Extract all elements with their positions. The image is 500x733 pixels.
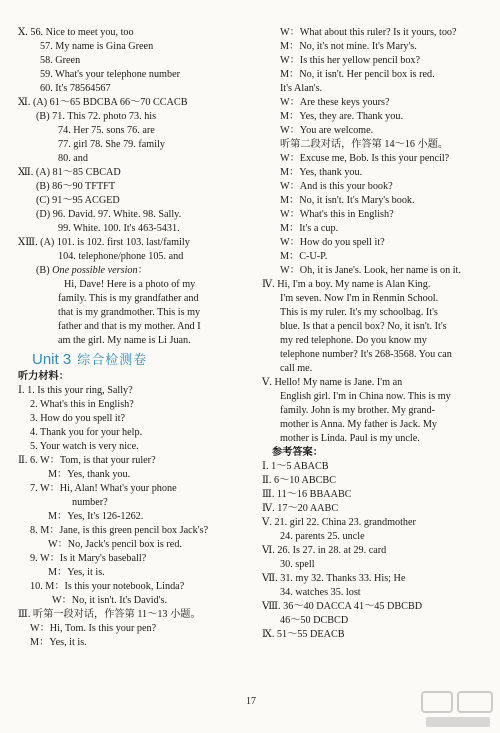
right-line [262, 152, 484, 166]
line-text: W：What about this ruler? Is it yours, too? [280, 27, 457, 38]
line-text: Ⅱ. 6～10 ABCBC [262, 475, 337, 486]
left-line [18, 608, 250, 622]
line-text: W：You are welcome. [280, 125, 374, 136]
line-text: W：What's this in English? [280, 209, 394, 220]
line-text: 9. W：Is it Mary's baseball? [30, 553, 147, 564]
left-line [18, 440, 250, 454]
line-text: M：No, it isn't. It's Mary's book. [280, 195, 415, 206]
right-line [262, 334, 484, 348]
right-line [262, 208, 484, 222]
right-line [262, 362, 484, 376]
line-text: Ⅳ. 17～20 AABC [262, 503, 339, 514]
line-text: 58. Green [40, 55, 81, 66]
right-line [262, 166, 484, 180]
line-text: W：Is this her yellow pencil box? [280, 55, 421, 66]
line-text: blue. Is that a pencil box? No, it isn't. It's [280, 321, 447, 332]
line-text: It's Alan's. [280, 83, 323, 94]
left-line [18, 82, 250, 96]
line-text: M：C-U-P. [280, 251, 328, 262]
line-text: Ⅲ. 听第一段对话，作答第 11～13 小题。 [18, 609, 201, 620]
unit-subtitle: 综合检测卷 [77, 352, 148, 367]
right-line [262, 110, 484, 124]
line-text: am the girl. My name is Li Juan. [58, 335, 191, 346]
line-text: mother is Anna. My father is Jack. My [280, 419, 438, 430]
right-column [262, 26, 484, 642]
line-text: Ⅺ. (A) 61～65 BDCBA 66～70 CCACB [18, 97, 188, 108]
left-line [18, 40, 250, 54]
left-line [18, 292, 250, 306]
left-line [18, 566, 250, 580]
left-line [18, 468, 250, 482]
left-line [18, 236, 250, 250]
right-line [262, 96, 484, 110]
line-text: 2. What's this in English? [30, 399, 134, 410]
left-line [18, 124, 250, 138]
line-text: 74. Her 75. sons 76. are [58, 125, 155, 136]
right-line [262, 502, 484, 516]
right-line [262, 138, 484, 152]
left-line [18, 138, 250, 152]
line-text: W：Hi, Tom. Is this your pen? [30, 623, 157, 634]
line-text: 30. spell [280, 559, 315, 570]
right-line [262, 432, 484, 446]
line-text: W：How do you spell it? [280, 237, 385, 248]
line-text: M：Yes, it is. [48, 567, 105, 578]
right-line [262, 474, 484, 488]
line-text: 4. Thank you for your help. [30, 427, 143, 438]
line-suffix: ： [137, 265, 148, 276]
left-line [18, 166, 250, 180]
line-text [36, 264, 148, 278]
line-text: Ⅸ. 51～55 DEACB [262, 629, 345, 640]
line-text: 34. watches 35. lost [280, 587, 361, 598]
line-text: W：No, it isn't. It's David's. [52, 595, 168, 606]
line-text: telephone number? It's 268-3568. You can [280, 349, 452, 360]
right-line [262, 278, 484, 292]
line-text: mother is Linda. Paul is my uncle. [280, 433, 420, 444]
left-line [18, 580, 250, 594]
left-line [18, 398, 250, 412]
left-line [18, 524, 250, 538]
line-text: W：No, Jack's pencil box is red. [48, 539, 182, 550]
right-line [262, 600, 484, 614]
line-text: Ⅴ. 21. girl 22. China 23. grandmother [262, 517, 416, 528]
right-line [262, 236, 484, 250]
line-text: (D) 96. David. 97. White. 98. Sally. [36, 209, 182, 220]
left-line [18, 384, 250, 398]
line-text: (B) 86～90 TFTFT [36, 181, 116, 192]
right-line [262, 180, 484, 194]
line-text: 46～50 DCBCD [280, 615, 349, 626]
line-text: call me. [280, 363, 313, 374]
line-text: (C) 91～95 ACGED [36, 195, 120, 206]
left-column [18, 26, 250, 650]
right-line [262, 404, 484, 418]
line-text: family. This is my grandfather and [58, 293, 199, 304]
line-text: Hi, Dave! Here is a photo of my [64, 279, 196, 290]
right-line [262, 446, 484, 460]
left-line [18, 320, 250, 334]
right-line [262, 26, 484, 40]
line-text: 8. M：Jane, is this green pencil box Jack's? [30, 525, 209, 536]
line-text: 听第二段对话，作答第 14～16 小题。 [280, 139, 449, 150]
line-text: ⅩⅢ. (A) 101. is 102. first 103. last/family [18, 237, 190, 248]
right-line [262, 572, 484, 586]
page-number: 17 [246, 696, 256, 707]
line-text: W：Excuse me, Bob. Is this your pencil? [280, 153, 450, 164]
left-line [18, 180, 250, 194]
right-line [262, 124, 484, 138]
left-line [18, 636, 250, 650]
line-text: M：It's a cup. [280, 223, 339, 234]
line-text: Ⅰ. 1～5 ABACB [262, 461, 329, 472]
line-text: Ⅹ. 56. Nice to meet you, too [18, 27, 134, 38]
right-line [262, 376, 484, 390]
left-line [18, 96, 250, 110]
left-line [18, 552, 250, 566]
line-text: 7. W：Hi, Alan! What's your phone [30, 483, 177, 494]
right-line [262, 194, 484, 208]
line-text: Ⅲ. 11～16 BBAABC [262, 489, 352, 500]
line-prefix: (B) [36, 265, 53, 276]
line-text: father and that is my mother. And I [58, 321, 201, 332]
line-text: Ⅵ. 26. Is 27. in 28. at 29. card [262, 545, 387, 556]
line-text: Ⅴ. Hello! My name is Jane. I'm an [262, 377, 403, 388]
left-line [18, 482, 250, 496]
right-line [262, 82, 484, 96]
left-line [18, 278, 250, 292]
line-text: M：No, it isn't. Her pencil box is red. [280, 69, 435, 80]
line-text: 60. It's 78564567 [40, 83, 111, 94]
right-line [262, 530, 484, 544]
left-line [18, 496, 250, 510]
left-line [18, 54, 250, 68]
left-line [18, 454, 250, 468]
left-line [18, 110, 250, 124]
line-text: M：Yes, it is. [30, 637, 87, 648]
line-text: 59. What's your telephone number [40, 69, 180, 80]
line-text: Ⅰ. 1. Is this your ring, Sally? [18, 385, 133, 396]
line-text: W：Are these keys yours? [280, 97, 390, 108]
right-line [262, 68, 484, 82]
line-text: 99. White. 100. It's 463-5431. [58, 223, 180, 234]
left-line [18, 68, 250, 82]
line-text: 3. How do you spell it? [30, 413, 126, 424]
line-text: 80. and [58, 153, 88, 164]
right-line [262, 516, 484, 530]
line-text: (B) 71. This 72. photo 73. his [36, 111, 157, 122]
line-text: English girl. I'm in China now. This is my [280, 391, 451, 402]
line-text: M：Yes, thank you. [280, 167, 363, 178]
line-text: Ⅳ. Hi, I'm a boy. My name is Alan King. [262, 279, 431, 290]
left-line [18, 426, 250, 440]
line-text: my red telephone. Do you know my [280, 335, 427, 346]
left-line [18, 264, 250, 278]
left-line [18, 510, 250, 524]
right-line [262, 40, 484, 54]
left-line [18, 306, 250, 320]
right-line [262, 320, 484, 334]
line-text: Ⅻ. (A) 81～85 CBCAD [18, 167, 121, 178]
line-text: 24. parents 25. uncle [280, 531, 365, 542]
line-text: I'm seven. Now I'm in Renmin School. [280, 293, 439, 304]
right-line [262, 614, 484, 628]
line-text: 参考答案： [272, 447, 323, 458]
left-line [18, 538, 250, 552]
right-line [262, 264, 484, 278]
line-text: W：Oh, it is Jane's. Look, her name is on it. [280, 265, 461, 276]
right-line [262, 292, 484, 306]
line-text: 104. telephone/phone 105. and [58, 251, 184, 262]
line-text: M：Yes, It's 126-1262. [48, 511, 144, 522]
right-line [262, 54, 484, 68]
line-text: Ⅱ. 6. W：Tom, is that your ruler? [18, 455, 156, 466]
line-italic: One possible version [52, 265, 138, 276]
left-line [18, 412, 250, 426]
right-line [262, 222, 484, 236]
right-line [262, 488, 484, 502]
unit-heading [32, 350, 147, 372]
left-line [18, 370, 250, 384]
line-text: family. John is my brother. My grand- [280, 405, 435, 416]
line-text: 57. My name is Gina Green [40, 41, 154, 52]
left-line [18, 350, 250, 370]
line-text: Ⅶ. 31. my 32. Thanks 33. His; He [262, 573, 406, 584]
line-text: 5. Your watch is very nice. [30, 441, 139, 452]
right-line [262, 250, 484, 264]
line-text: 听力材料： [18, 371, 69, 382]
line-text: 77. girl 78. She 79. family [58, 139, 165, 150]
line-text: that is my grandmother. This is my [58, 307, 201, 318]
left-line [18, 622, 250, 636]
left-line [18, 208, 250, 222]
watermark-logo-icon [420, 690, 496, 730]
left-line [18, 594, 250, 608]
line-text: Ⅷ. 36～40 DACCA 41～45 DBCBD [262, 601, 423, 612]
line-text: M：Yes, they are. Thank you. [280, 111, 403, 122]
right-line [262, 348, 484, 362]
right-line [262, 586, 484, 600]
left-line [18, 250, 250, 264]
left-line [18, 26, 250, 40]
left-line [18, 334, 250, 348]
right-line [262, 544, 484, 558]
unit-title: Unit 3 [32, 351, 72, 368]
left-line [18, 152, 250, 166]
right-line [262, 460, 484, 474]
right-line [262, 558, 484, 572]
left-line [18, 194, 250, 208]
line-text: M：No, it's not mine. It's Mary's. [280, 41, 417, 52]
right-line [262, 628, 484, 642]
line-text: M：Yes, thank you. [48, 469, 131, 480]
right-line [262, 306, 484, 320]
right-line [262, 390, 484, 404]
line-text: W：And is this your book? [280, 181, 393, 192]
left-line [18, 222, 250, 236]
line-text: number? [72, 497, 108, 508]
right-line [262, 418, 484, 432]
line-text: 10. M：Is this your notebook, Linda? [30, 581, 185, 592]
line-text: This is my ruler. It's my schoolbag. It's [280, 307, 438, 318]
